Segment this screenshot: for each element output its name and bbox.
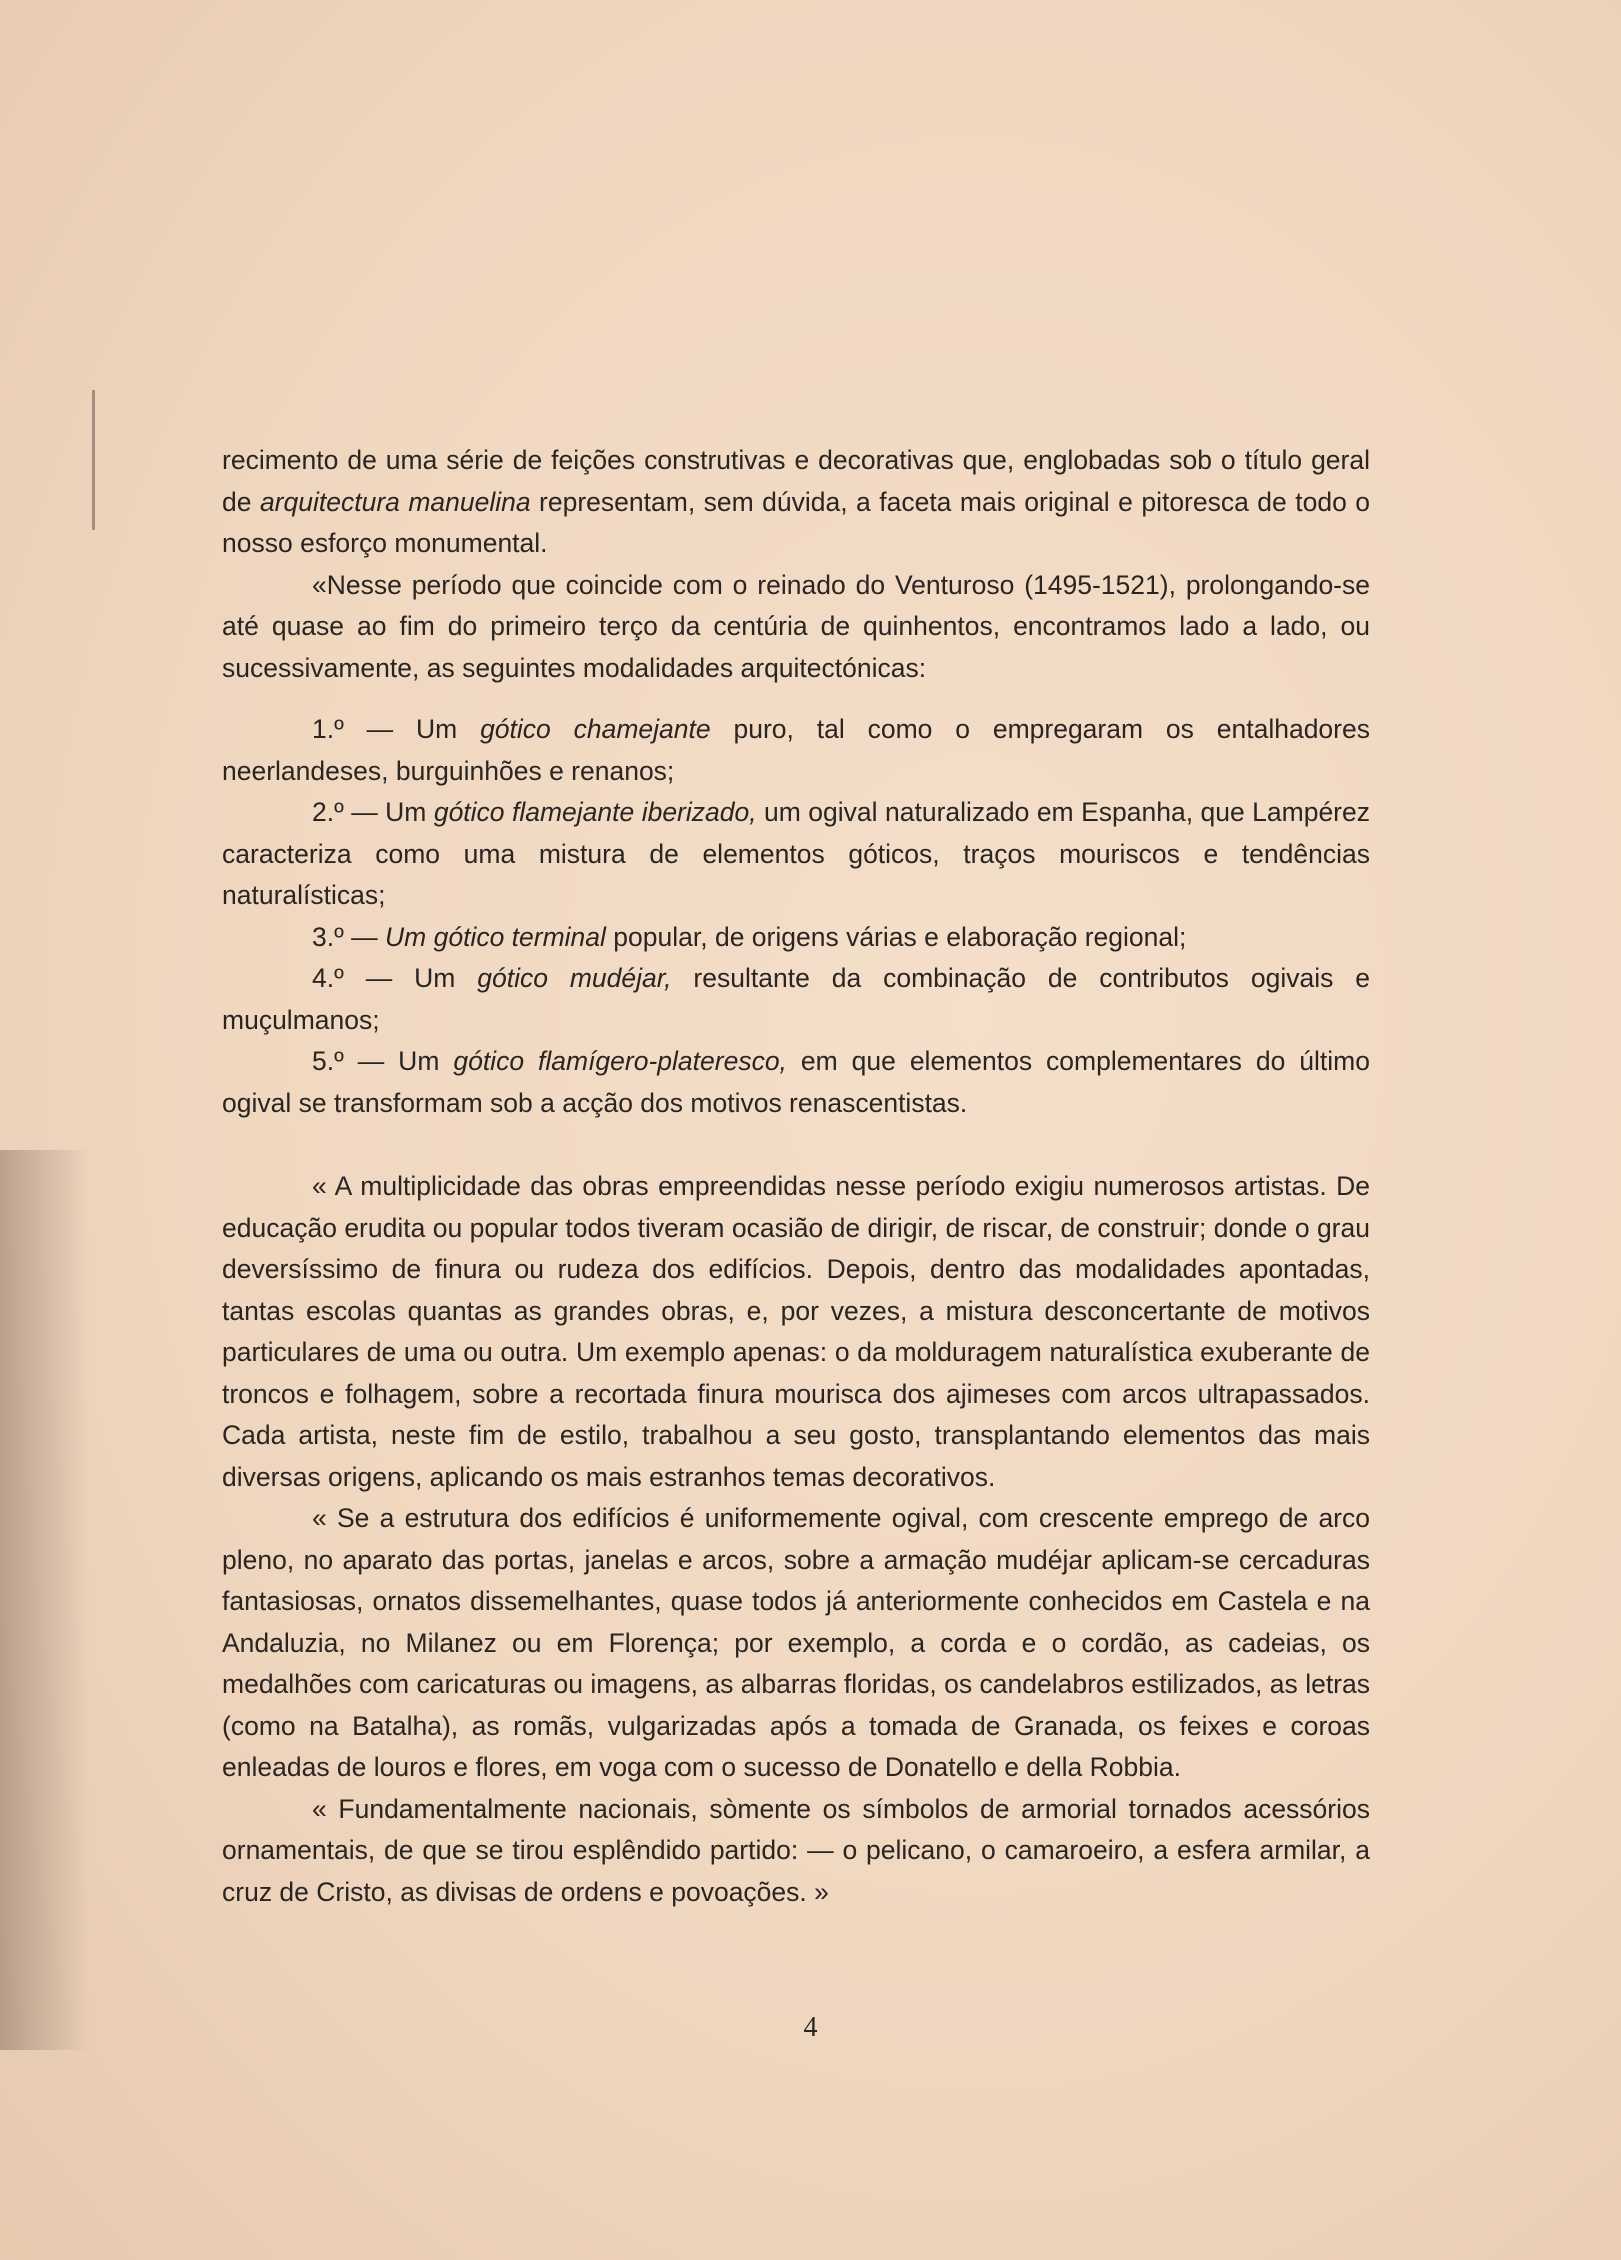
list-item: 1.º — Um gótico chamejante puro, tal como o empregaram os entalhadores neerlandeses, burguinhões e renanos; xyxy=(222,714,1370,786)
list-item: 4.º — Um gótico mudéjar, resultante da combinação de contributos ogivais e muçulmanos; xyxy=(222,963,1370,1035)
paragraph-gap xyxy=(222,1124,1370,1166)
text-span: representam, sem dúvida, a faceta mais original e pitoresca de todo o nosso esforço monumental. xyxy=(222,486,1370,558)
paragraph: « A multiplicidade das obras empreendidas nesse período exigiu numerosos artistas. De educação erudita ou popular todos tiveram ocasião de dirigir, de riscar, de construir; donde o grau deversíssimo de finura ou rudeza dos edifícios. Depois, dentro das modalidades apontadas, tantas escolas quantas as grandes obras, e, por vezes, a mistura desconcertante de motivos particulares de uma ou outra. Um exemplo apenas: o da molduragem naturalística exuberante de troncos e folhagem, sobre a recortada finura mourisca dos ajimeses com arcos ultrapassados. Cada artista, neste fim de estilo, trabalhou a seu gosto, transplantando elementos das mais diversas origens, aplicando os mais estranhos temas decorativos. xyxy=(222,1171,1370,1492)
paragraph: « Se a estrutura dos edifícios é uniformemente ogival, com crescente emprego de arco pleno, no aparato das portas, janelas e arcos, sobre a armação mudéjar aplicam-se cercaduras fantasiosas, ornatos dissemelhantes, quase todos já anteriormente conhecidos em Castela e na Andaluzia, no Milanez ou em Florença; por exemplo, a corda e o cordão, as cadeias, os medalhões com caricaturas ou imagens, as albarras floridas, os candelabros estilizados, as letras (como na Batalha), as romãs, vulgarizadas após a tomada de Granada, os feixes e coroas enleadas de louros e flores, em voga com o sucesso de Donatello e della Robbia. xyxy=(222,1503,1370,1782)
paragraph-continuation xyxy=(222,440,1370,565)
paragraph: «Nesse período que coincide com o reinado do Venturoso (1495-1521), prolongando-se até quase ao fim do primeiro terço da centúria de quinhentos, encontramos lado a lado, ou sucessivamente, as seguintes modalidades arquitectónicas: xyxy=(222,569,1370,683)
text-span: recimento de uma série de feições construtivas e decorativas que, englobadas sob o título geral de xyxy=(222,445,1370,517)
body-text xyxy=(222,440,1370,1913)
list-item: 2.º — Um gótico flamejante iberizado, um ogival naturalizado em Espanha, que Lampérez caracteriza como uma mistura de elementos góticos, traços mouriscos e tendências naturalísticas; xyxy=(222,797,1370,910)
list-item: 5.º — Um gótico flamígero-plateresco, em que elementos complementares do último ogival se transformam sob a acção dos motivos renascentistas. xyxy=(222,1046,1370,1118)
page-edge-mark xyxy=(92,390,131,530)
paragraph: « Fundamentalmente nacionais, sòmente os símbolos de armorial tornados acessórios ornamentais, de que se tirou esplêndido partido: — o pelicano, o camaroeiro, a esfera armilar, a cruz de Cristo, as divisas de ordens e povoações. » xyxy=(222,1793,1370,1907)
list-item: 3.º — Um gótico terminal popular, de origens várias e elaboração regional; xyxy=(312,921,1187,952)
page-number: 4 xyxy=(803,2012,818,2043)
italic-term: arquitectura manuelina xyxy=(259,486,531,517)
binding-shadow xyxy=(0,1150,90,2050)
